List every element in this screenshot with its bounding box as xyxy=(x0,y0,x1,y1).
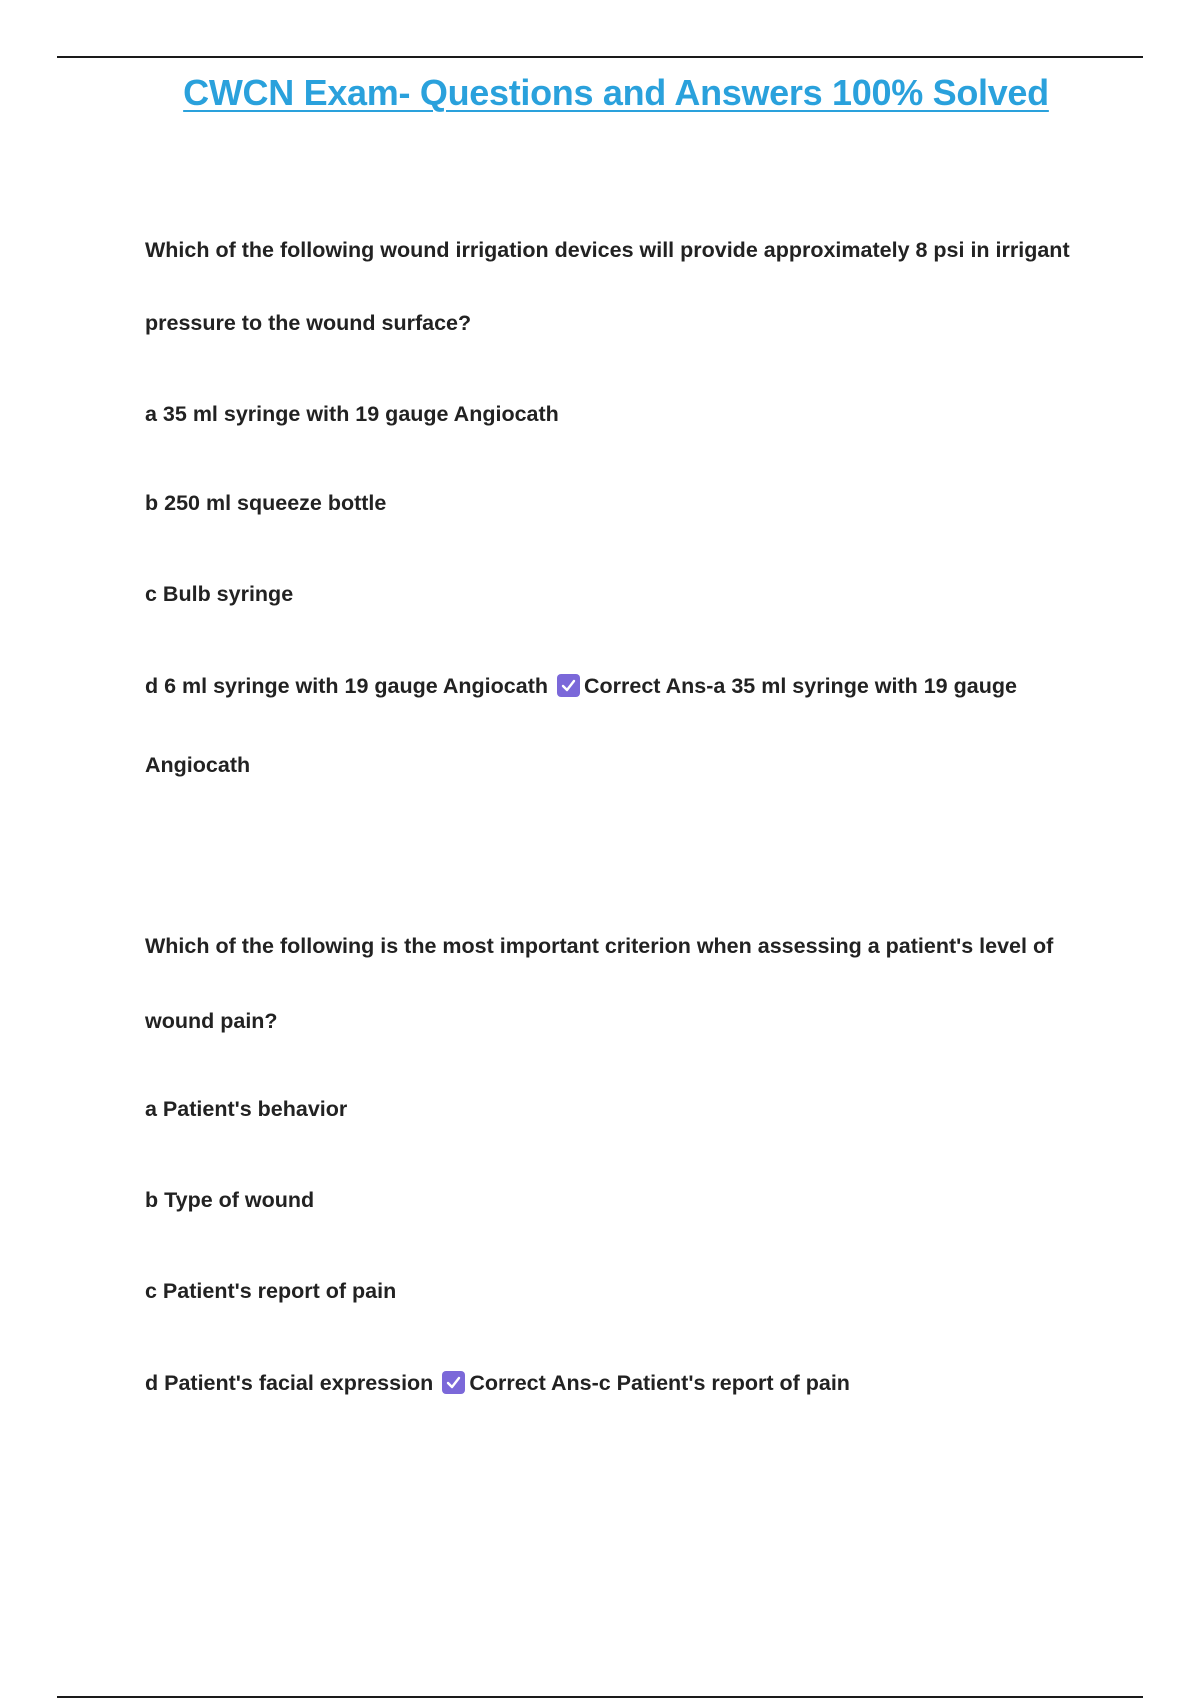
document-title-text: CWCN Exam- Questions and Answers 100% Solved xyxy=(183,72,1049,113)
question-1-stem-line-1: Which of the following wound irrigation devices will provide approximately 8 psi in irrigant xyxy=(145,238,1070,262)
question-1-option-d-row xyxy=(145,674,1017,699)
question-1-option-a: a 35 ml syringe with 19 gauge Angiocath xyxy=(145,402,559,426)
question-1-answer: Correct Ans-a 35 ml syringe with 19 gauge xyxy=(584,674,1017,698)
question-2-option-d-row xyxy=(145,1371,850,1396)
question-1-answer-line-2: Angiocath xyxy=(145,753,251,777)
checkbox-checked-icon xyxy=(557,674,580,697)
question-2-stem-line-1: Which of the following is the most important criterion when assessing a patient's level of xyxy=(145,934,1054,958)
question-2-option-c: c Patient's report of pain xyxy=(145,1279,397,1303)
bottom-rule xyxy=(57,1696,1143,1698)
question-2-option-d: d Patient's facial expression xyxy=(145,1371,434,1395)
question-2-answer: Correct Ans-c Patient's report of pain xyxy=(469,1371,850,1395)
checkbox-checked-icon xyxy=(442,1371,465,1394)
question-2-stem-line-2: wound pain? xyxy=(145,1009,278,1033)
question-1-stem-line-2: pressure to the wound surface? xyxy=(145,311,472,335)
top-rule xyxy=(57,56,1143,58)
document-title xyxy=(0,72,1200,114)
question-1-option-b: b 250 ml squeeze bottle xyxy=(145,491,387,515)
question-2-option-b: b Type of wound xyxy=(145,1188,315,1212)
question-1-option-c: c Bulb syringe xyxy=(145,582,294,606)
question-1-option-d: d 6 ml syringe with 19 gauge Angiocath xyxy=(145,674,548,698)
question-2-option-a: a Patient's behavior xyxy=(145,1097,348,1121)
